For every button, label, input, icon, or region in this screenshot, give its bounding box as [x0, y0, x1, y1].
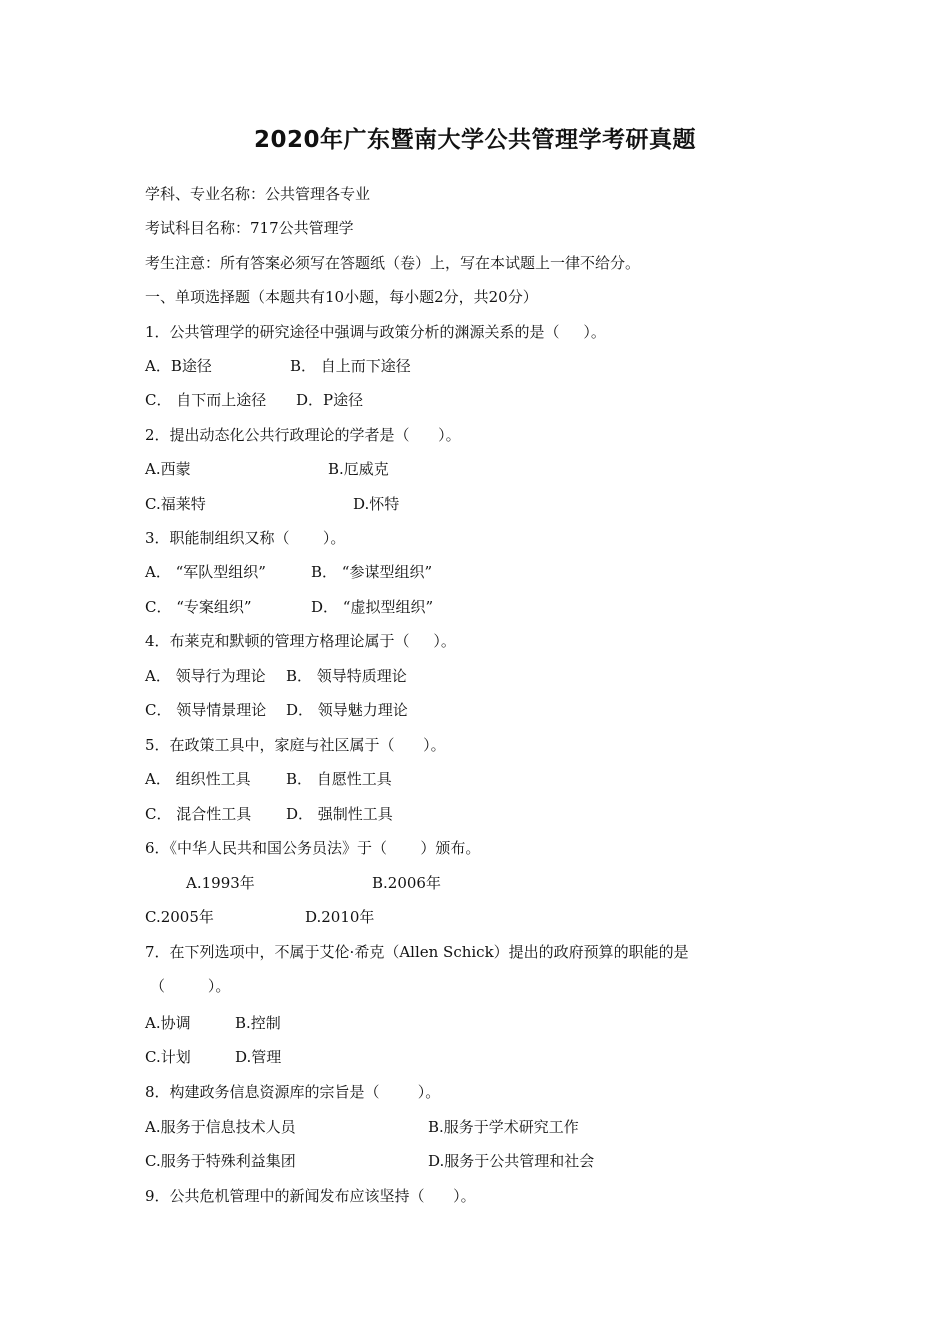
- question-7: 7．在下列选项中，不属于艾伦·希克（Allen Schick）提出的政府预算的职能的是: [145, 943, 689, 961]
- q8-option-c: C.服务于特殊利益集团: [145, 1152, 296, 1170]
- q1-option-a: A．B途径: [145, 357, 212, 375]
- section-heading: 一、单项选择题（本题共有10小题，每小题2分，共20分）: [145, 288, 538, 306]
- q3-option-b: B． “参谋型组织”: [311, 563, 433, 581]
- q7-option-b: B.控制: [235, 1014, 281, 1032]
- q5-option-d: D． 强制性工具: [286, 805, 393, 823]
- q4-option-c: C． 领导情景理论: [145, 701, 267, 719]
- question-7-continuation: （ ）。: [150, 977, 231, 995]
- question-3: 3．职能制组织又称（ ）。: [145, 529, 346, 547]
- q3-option-a: A． “军队型组织”: [145, 563, 266, 581]
- q6-option-d: D.2010年: [305, 908, 375, 926]
- question-1: 1．公共管理学的研究途径中强调与政策分析的渊源关系的是（ ）。: [145, 323, 606, 341]
- q3-option-c: C． “专案组织”: [145, 598, 252, 616]
- q2-option-a: A.西蒙: [145, 460, 191, 478]
- q4-option-a: A． 领导行为理论: [145, 667, 266, 685]
- q1-option-c: C． 自下而上途径: [145, 391, 267, 409]
- subject-line: 学科、专业名称：公共管理各专业: [145, 185, 371, 203]
- q7-option-c: C.计划: [145, 1048, 191, 1066]
- q6-option-c: C.2005年: [145, 908, 214, 926]
- q8-option-d: D.服务于公共管理和社会: [428, 1152, 595, 1170]
- q8-option-a: A.服务于信息技术人员: [145, 1118, 296, 1136]
- q7-option-d: D.管理: [235, 1048, 282, 1066]
- q3-option-d: D． “虚拟型组织”: [311, 598, 434, 616]
- question-8: 8．构建政务信息资源库的宗旨是（ ）。: [145, 1083, 441, 1101]
- page-title: 2020年广东暨南大学公共管理学考研真题: [253, 127, 696, 153]
- notice-line: 考生注意：所有答案必须写在答题纸（卷）上，写在本试题上一律不给分。: [145, 254, 641, 272]
- q2-option-c: C.福莱特: [145, 495, 206, 513]
- course-line: 考试科目名称：717公共管理学: [145, 219, 354, 237]
- question-6: 6．《中华人民共和国公务员法》于（ ）颁布。: [145, 839, 481, 857]
- q4-option-d: D． 领导魅力理论: [286, 701, 408, 719]
- q1-option-d: D．P途径: [296, 391, 364, 409]
- q6-option-a: A.1993年: [186, 874, 255, 892]
- question-5: 5．在政策工具中，家庭与社区属于（ ）。: [145, 736, 446, 754]
- q2-option-d: D.怀特: [353, 495, 400, 513]
- question-9: 9．公共危机管理中的新闻发布应该坚持（ ）。: [145, 1187, 476, 1205]
- q7-option-a: A.协调: [145, 1014, 191, 1032]
- q8-option-b: B.服务于学术研究工作: [428, 1118, 579, 1136]
- question-2: 2．提出动态化公共行政理论的学者是（ ）。: [145, 426, 461, 444]
- q5-option-c: C． 混合性工具: [145, 805, 252, 823]
- q4-option-b: B． 领导特质理论: [286, 667, 407, 685]
- q1-option-b: B． 自上而下途径: [290, 357, 411, 375]
- q5-option-a: A． 组织性工具: [145, 770, 251, 788]
- q6-option-b: B.2006年: [372, 874, 441, 892]
- question-4: 4．布莱克和默顿的管理方格理论属于（ ）。: [145, 632, 456, 650]
- q2-option-b: B.厄威克: [328, 460, 389, 478]
- q5-option-b: B． 自愿性工具: [286, 770, 392, 788]
